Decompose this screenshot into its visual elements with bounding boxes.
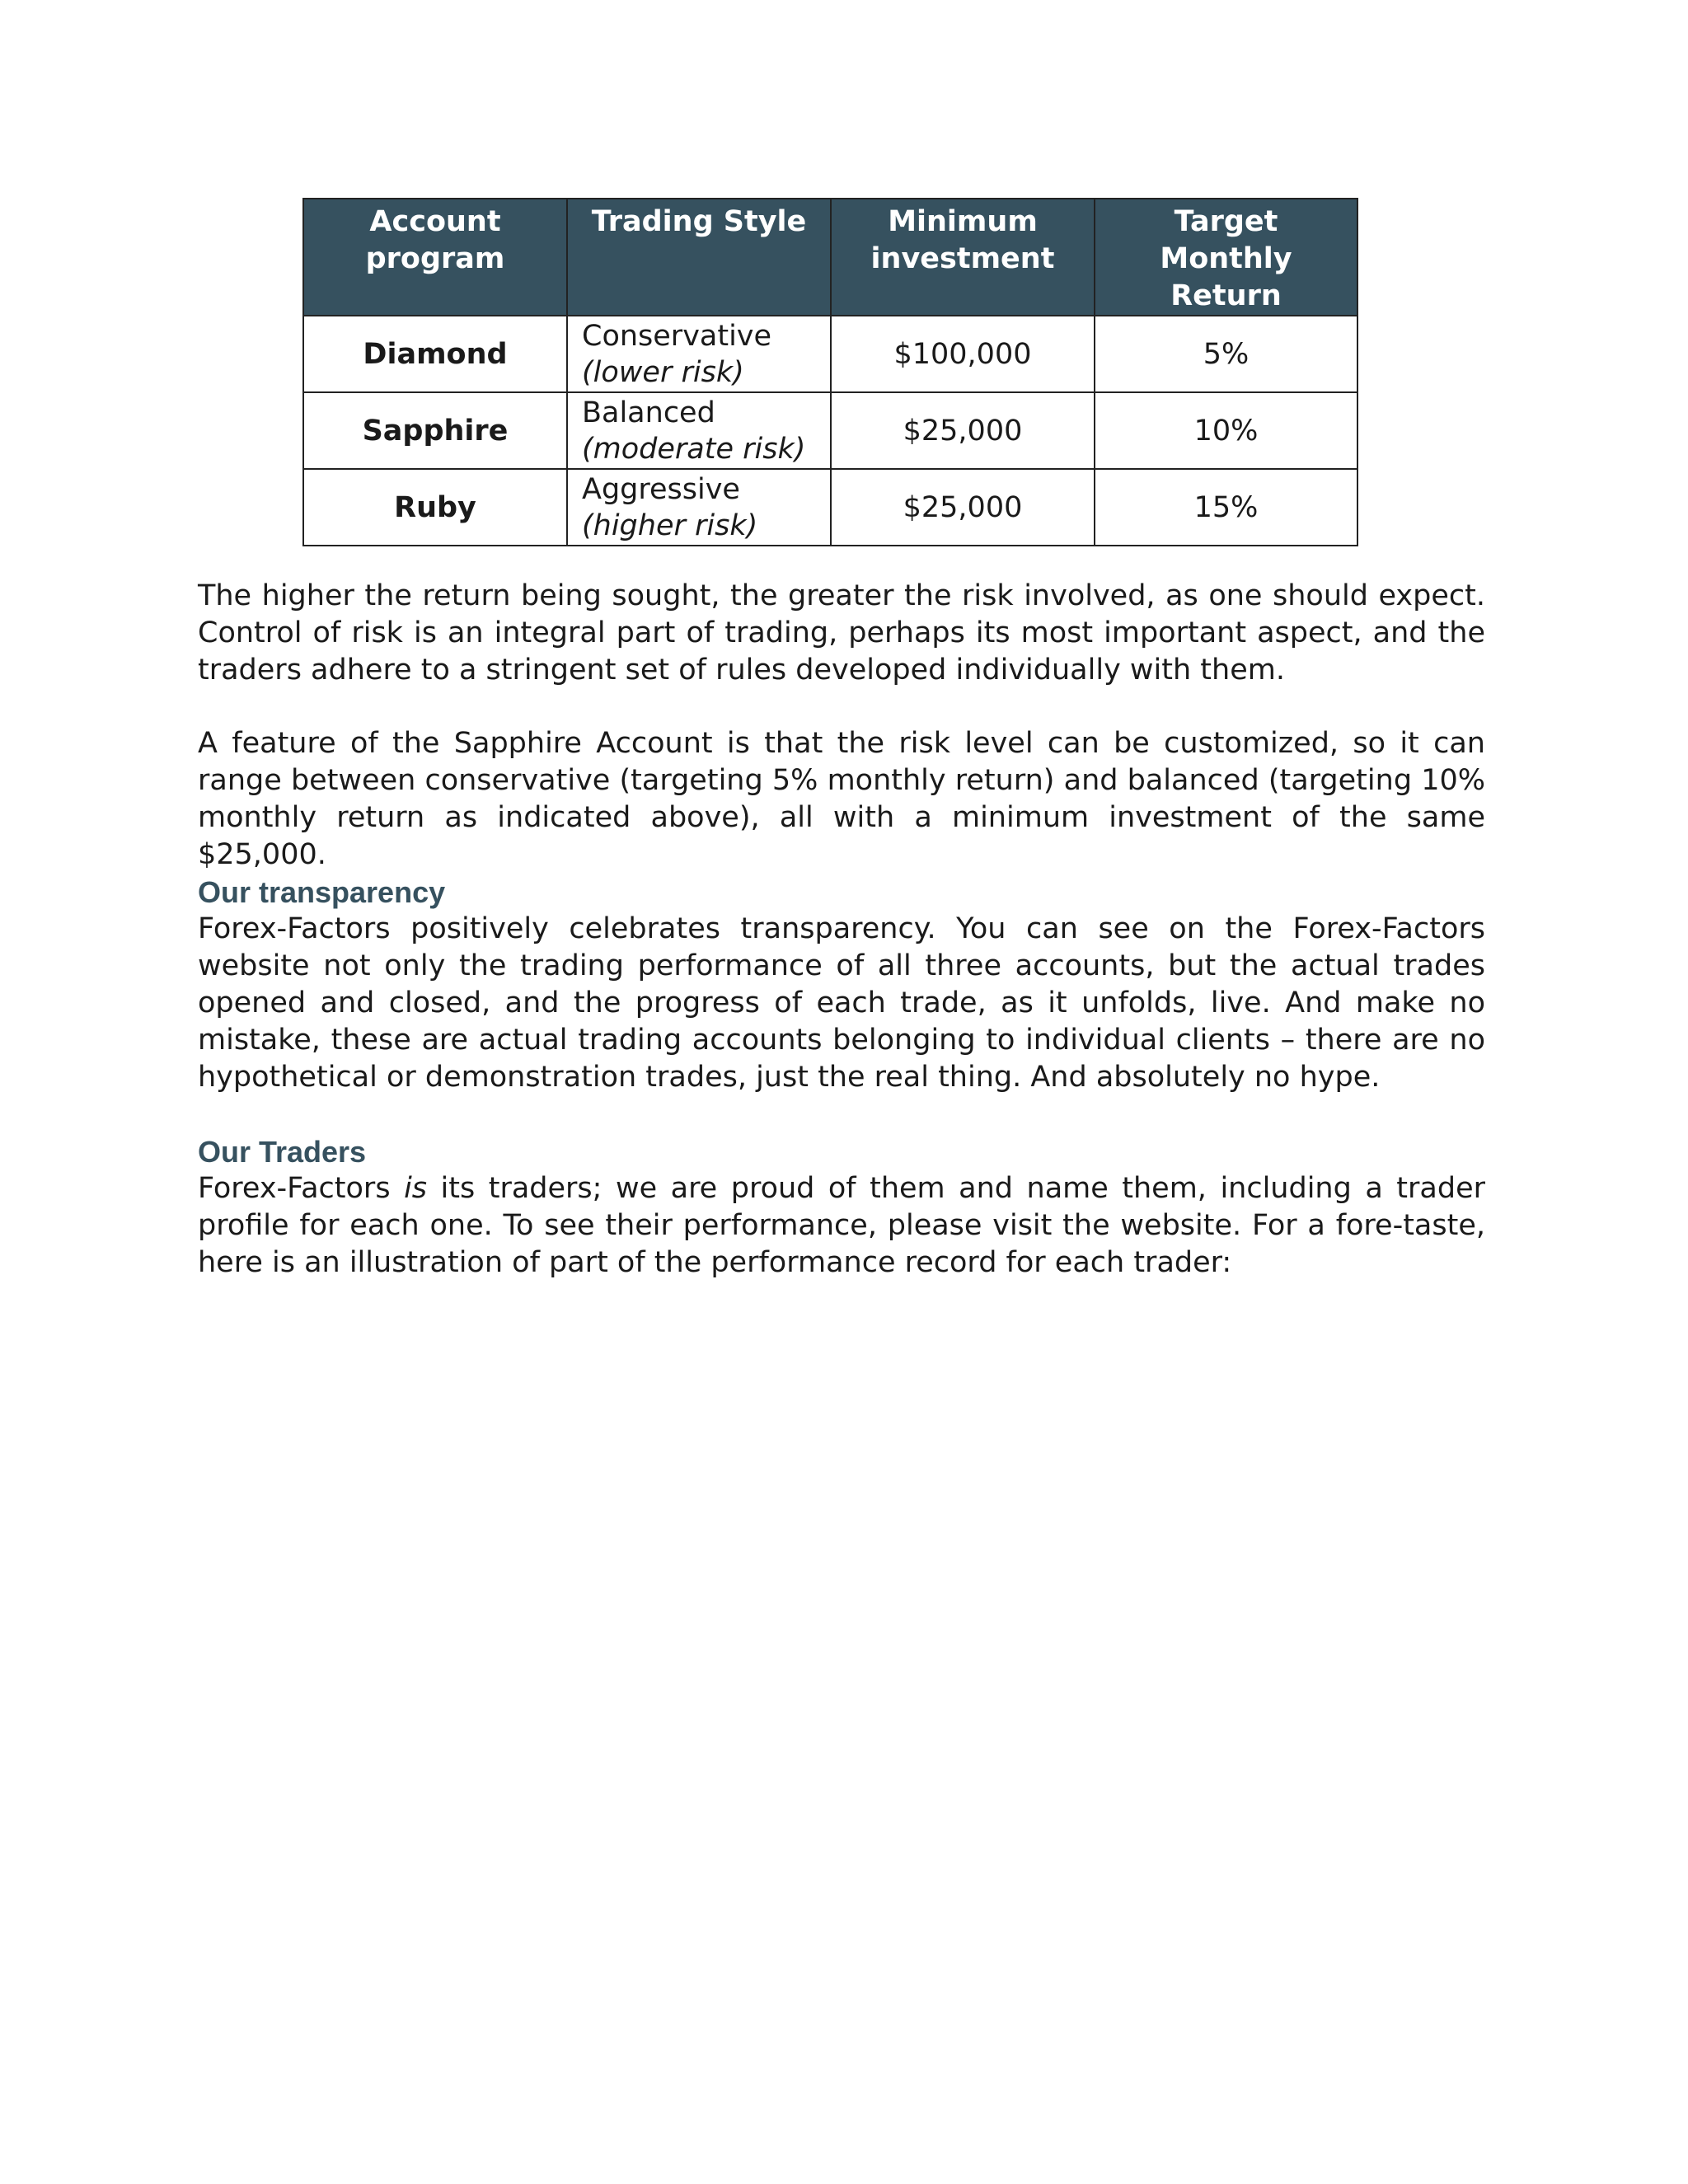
header-line: investment	[870, 242, 1055, 275]
trading-style-cell	[567, 469, 831, 546]
header-line: Return	[1170, 279, 1282, 312]
minimum-investment-cell: $100,000	[831, 316, 1095, 392]
target-return-cell: 15%	[1095, 469, 1357, 546]
target-return-cell: 5%	[1095, 316, 1357, 392]
transparency-heading: Our transparency	[198, 875, 446, 909]
header-line: Monthly	[1160, 242, 1292, 275]
risk-level-label: (higher risk)	[582, 509, 758, 542]
account-name-cell: Sapphire	[303, 392, 567, 469]
header-minimum-investment	[831, 199, 1095, 316]
header-line: Minimum	[888, 205, 1038, 238]
trading-style-label: Balanced	[582, 396, 715, 429]
risk-paragraph: The higher the return being sought, the greater the risk involved, as one should expect. Control of risk is an integral part of trading, perhaps its most important aspect, and the traders adhere to a stringent set of rules developed individually with them.	[198, 579, 1485, 687]
table-row	[303, 316, 1357, 392]
traders-paragraph	[198, 1170, 1485, 1282]
transparency-paragraph: Forex-Factors positively celebrates transparency. You can see on the Forex-Factors website not only the trading performance of all three accounts, but the actual trades opened and closed, and the progress of each trade, as it unfolds, live. And make no mistake, these are actual trading accounts belonging to individual clients – there are no hypothetical or demonstration trades, just the real thing. And absolutely no hype.	[198, 912, 1485, 1094]
header-line: program	[365, 242, 505, 275]
header-line: Account	[369, 205, 501, 238]
header-account-program	[303, 199, 567, 316]
header-trading-style	[567, 199, 831, 316]
risk-level-label: (moderate risk)	[582, 432, 806, 466]
account-programs-table	[302, 198, 1358, 546]
sapphire-paragraph: A feature of the Sapphire Account is that the risk level can be customized, so it can range between conservative (targeting 5% monthly return) and balanced (targeting 10% monthly return as indicated above), all with a minimum investment of the same $25,000.	[198, 727, 1485, 871]
header-line: Trading Style	[591, 205, 807, 238]
trading-style-label: Conservative	[582, 319, 772, 353]
header-target-monthly-return	[1095, 199, 1357, 316]
traders-text-rest: its traders; we are proud of them and name them, including a trader profile for each one. To see their performance, please visit the website. For a fore-taste, here is an illustration of part of the performance record for each trader:	[198, 1172, 1485, 1279]
header-line: Target	[1174, 205, 1278, 238]
account-name-cell: Ruby	[303, 469, 567, 546]
minimum-investment-cell: $25,000	[831, 392, 1095, 469]
table-row	[303, 392, 1357, 469]
minimum-investment-cell: $25,000	[831, 469, 1095, 546]
table-row	[303, 469, 1357, 546]
table-header-row	[303, 199, 1357, 316]
traders-heading: Our Traders	[198, 1135, 367, 1169]
traders-text-start: Forex-Factors	[198, 1172, 405, 1205]
trading-style-label: Aggressive	[582, 472, 740, 506]
trading-style-cell	[567, 392, 831, 469]
risk-level-label: (lower risk)	[582, 355, 744, 389]
traders-text-emphasis: is	[404, 1172, 428, 1205]
target-return-cell: 10%	[1095, 392, 1357, 469]
account-name-cell: Diamond	[303, 316, 567, 392]
trading-style-cell	[567, 316, 831, 392]
